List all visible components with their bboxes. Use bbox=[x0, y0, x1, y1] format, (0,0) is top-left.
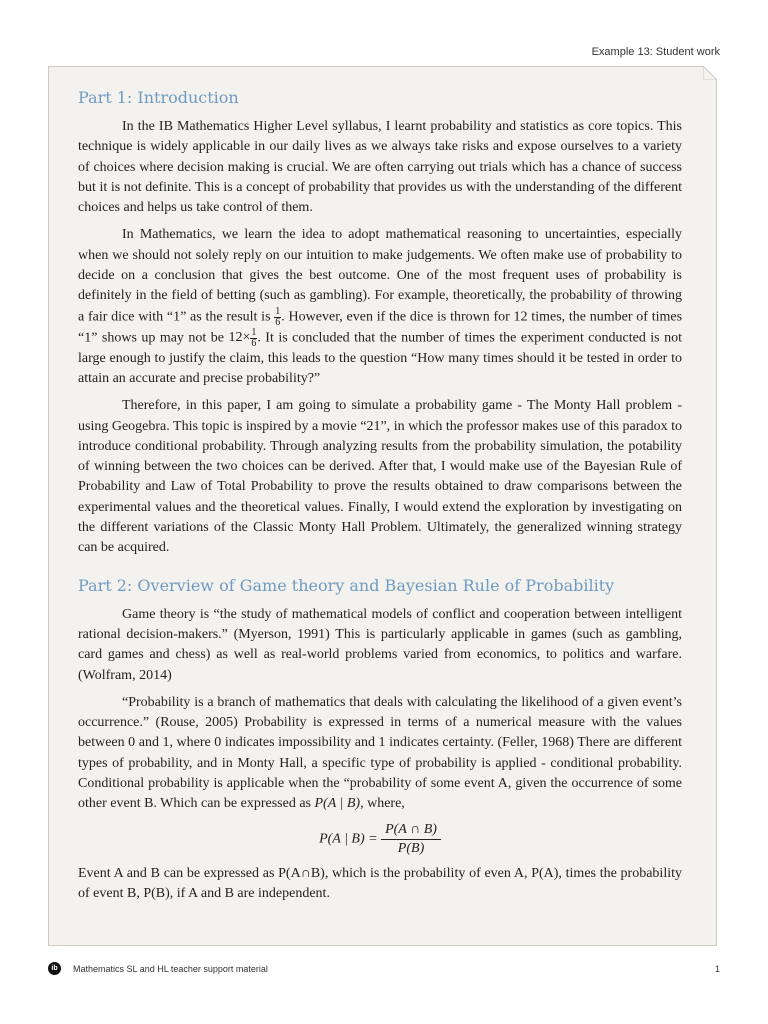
part2-paragraph-1: Game theory is “the study of mathematical models of conflict and cooperation between intelligent rational decision-makers.” (Myerson, 1991) This is particularly applicable in games (such as gambling, card games and chess) as well as real-world problems varied from economics, to politics and warfare. (Wolfram, 2014) bbox=[78, 606, 682, 683]
part1-paragraph-3: Therefore, in this paper, I am going to simulate a probability game - The Monty Hall problem - using Geogebra. This topic is inspired by a movie “21”, in which the professor makes use of this paradox to introduce conditional probability. Through analyzing results from the probability simulation, the potability of winning between the two choices can be derived. After that, I would make use of the Bayesian Rule of Probability and Law of Total Probability to prove the results obtained to draw comparisons between the experimental values and the theoretical values. Finally, I would extend the exploration by investigating on the different variations of the Classic Monty Hall Problem. Ultimately, the generalized winning strategy can be acquired. bbox=[78, 398, 682, 556]
part1-paragraph-2 bbox=[78, 225, 682, 389]
part1-heading: Part 1: Introduction bbox=[78, 88, 239, 107]
equation-lhs: P(A | B) = bbox=[319, 831, 378, 847]
part1-paragraph-1: In the IB Mathematics Higher Level syllabus, I learnt probability and statistics as core topics. This technique is widely applicable in our daily lives as we always take risks and expose ourselves to a variety of choices where decision making is crucial. We are often carrying out trials which has a chance of success but it is not definite. This is a concept of probability that provides us with the understanding of the different choices and helps us take control of them. bbox=[78, 119, 682, 216]
part1-p2-text-a: In Mathematics, we learn the idea to adopt mathematical reasoning to uncertainties, especially when we should not solely reply on our intuition to make judgements. We often make use of probability to decide on a conclusion that gives the best outcome. One of the most frequent uses of probability is definitely in the field of betting (such as gambling). For example, theoretically, the probability of throwing a fair dice with “1” as the result is bbox=[78, 227, 682, 325]
conditional-expression: P(A | B) bbox=[314, 796, 361, 812]
page-fold-corner bbox=[703, 66, 717, 80]
part2-paragraph-3: Event A and B can be expressed as P(A∩B), which is the probability of even A, P(A), times the probability of event B, P(B), if A and B are independent. bbox=[78, 865, 682, 901]
part1-p2-text-b: . However, even if the dice is thrown for 12 times, the number of times “1” shows up may not be bbox=[78, 309, 683, 346]
page-footer bbox=[48, 964, 720, 978]
part2-paragraph-2 bbox=[78, 693, 682, 815]
bayes-equation bbox=[78, 821, 682, 858]
part2-heading: Part 2: Overview of Game theory and Bayesian Rule of Probability bbox=[78, 575, 615, 595]
part1-p2-text-c: . It is concluded that the number of times the experiment conducted is not large enough to justify the claim, this leads to the question “How many times should it be tested in order to attain an accurate and precise probability?” bbox=[78, 330, 682, 386]
equation-numerator: P(A ∩ B) bbox=[381, 821, 441, 840]
part2-p2-text-b: , where, bbox=[360, 796, 405, 812]
document-page bbox=[48, 66, 717, 946]
part2-p2-text-a: “Probability is a branch of mathematics that deals with calculating the likelihood of a given event’s occurrence.” (Rouse, 2005) Probability is expressed in terms of a numerical measure with the values between 0 and 1, where 0 indicates impossibility and 1 indicates certainty. (Feller, 1968) There are different types of probability, and in Monty Hall, a specific type of probability is applied - conditional probability. Conditional probability is applicable when the “probability of some event A, given the occurrence of some other event B. Which can be expressed as bbox=[78, 694, 682, 812]
document-body bbox=[78, 87, 682, 904]
page-number: 1 bbox=[714, 964, 720, 974]
footer-title: Mathematics SL and HL teacher support material bbox=[73, 964, 268, 974]
equation-denominator: P(B) bbox=[397, 840, 425, 856]
equation-fraction bbox=[381, 821, 441, 858]
header-label: Example 13: Student work bbox=[591, 46, 720, 58]
fraction-one-sixth: $\frac{1}{6}$ bbox=[275, 305, 281, 328]
ib-logo-icon: ib bbox=[48, 962, 61, 975]
fraction-twelve-times: 12× $\frac{1}{6}$ bbox=[228, 326, 257, 349]
